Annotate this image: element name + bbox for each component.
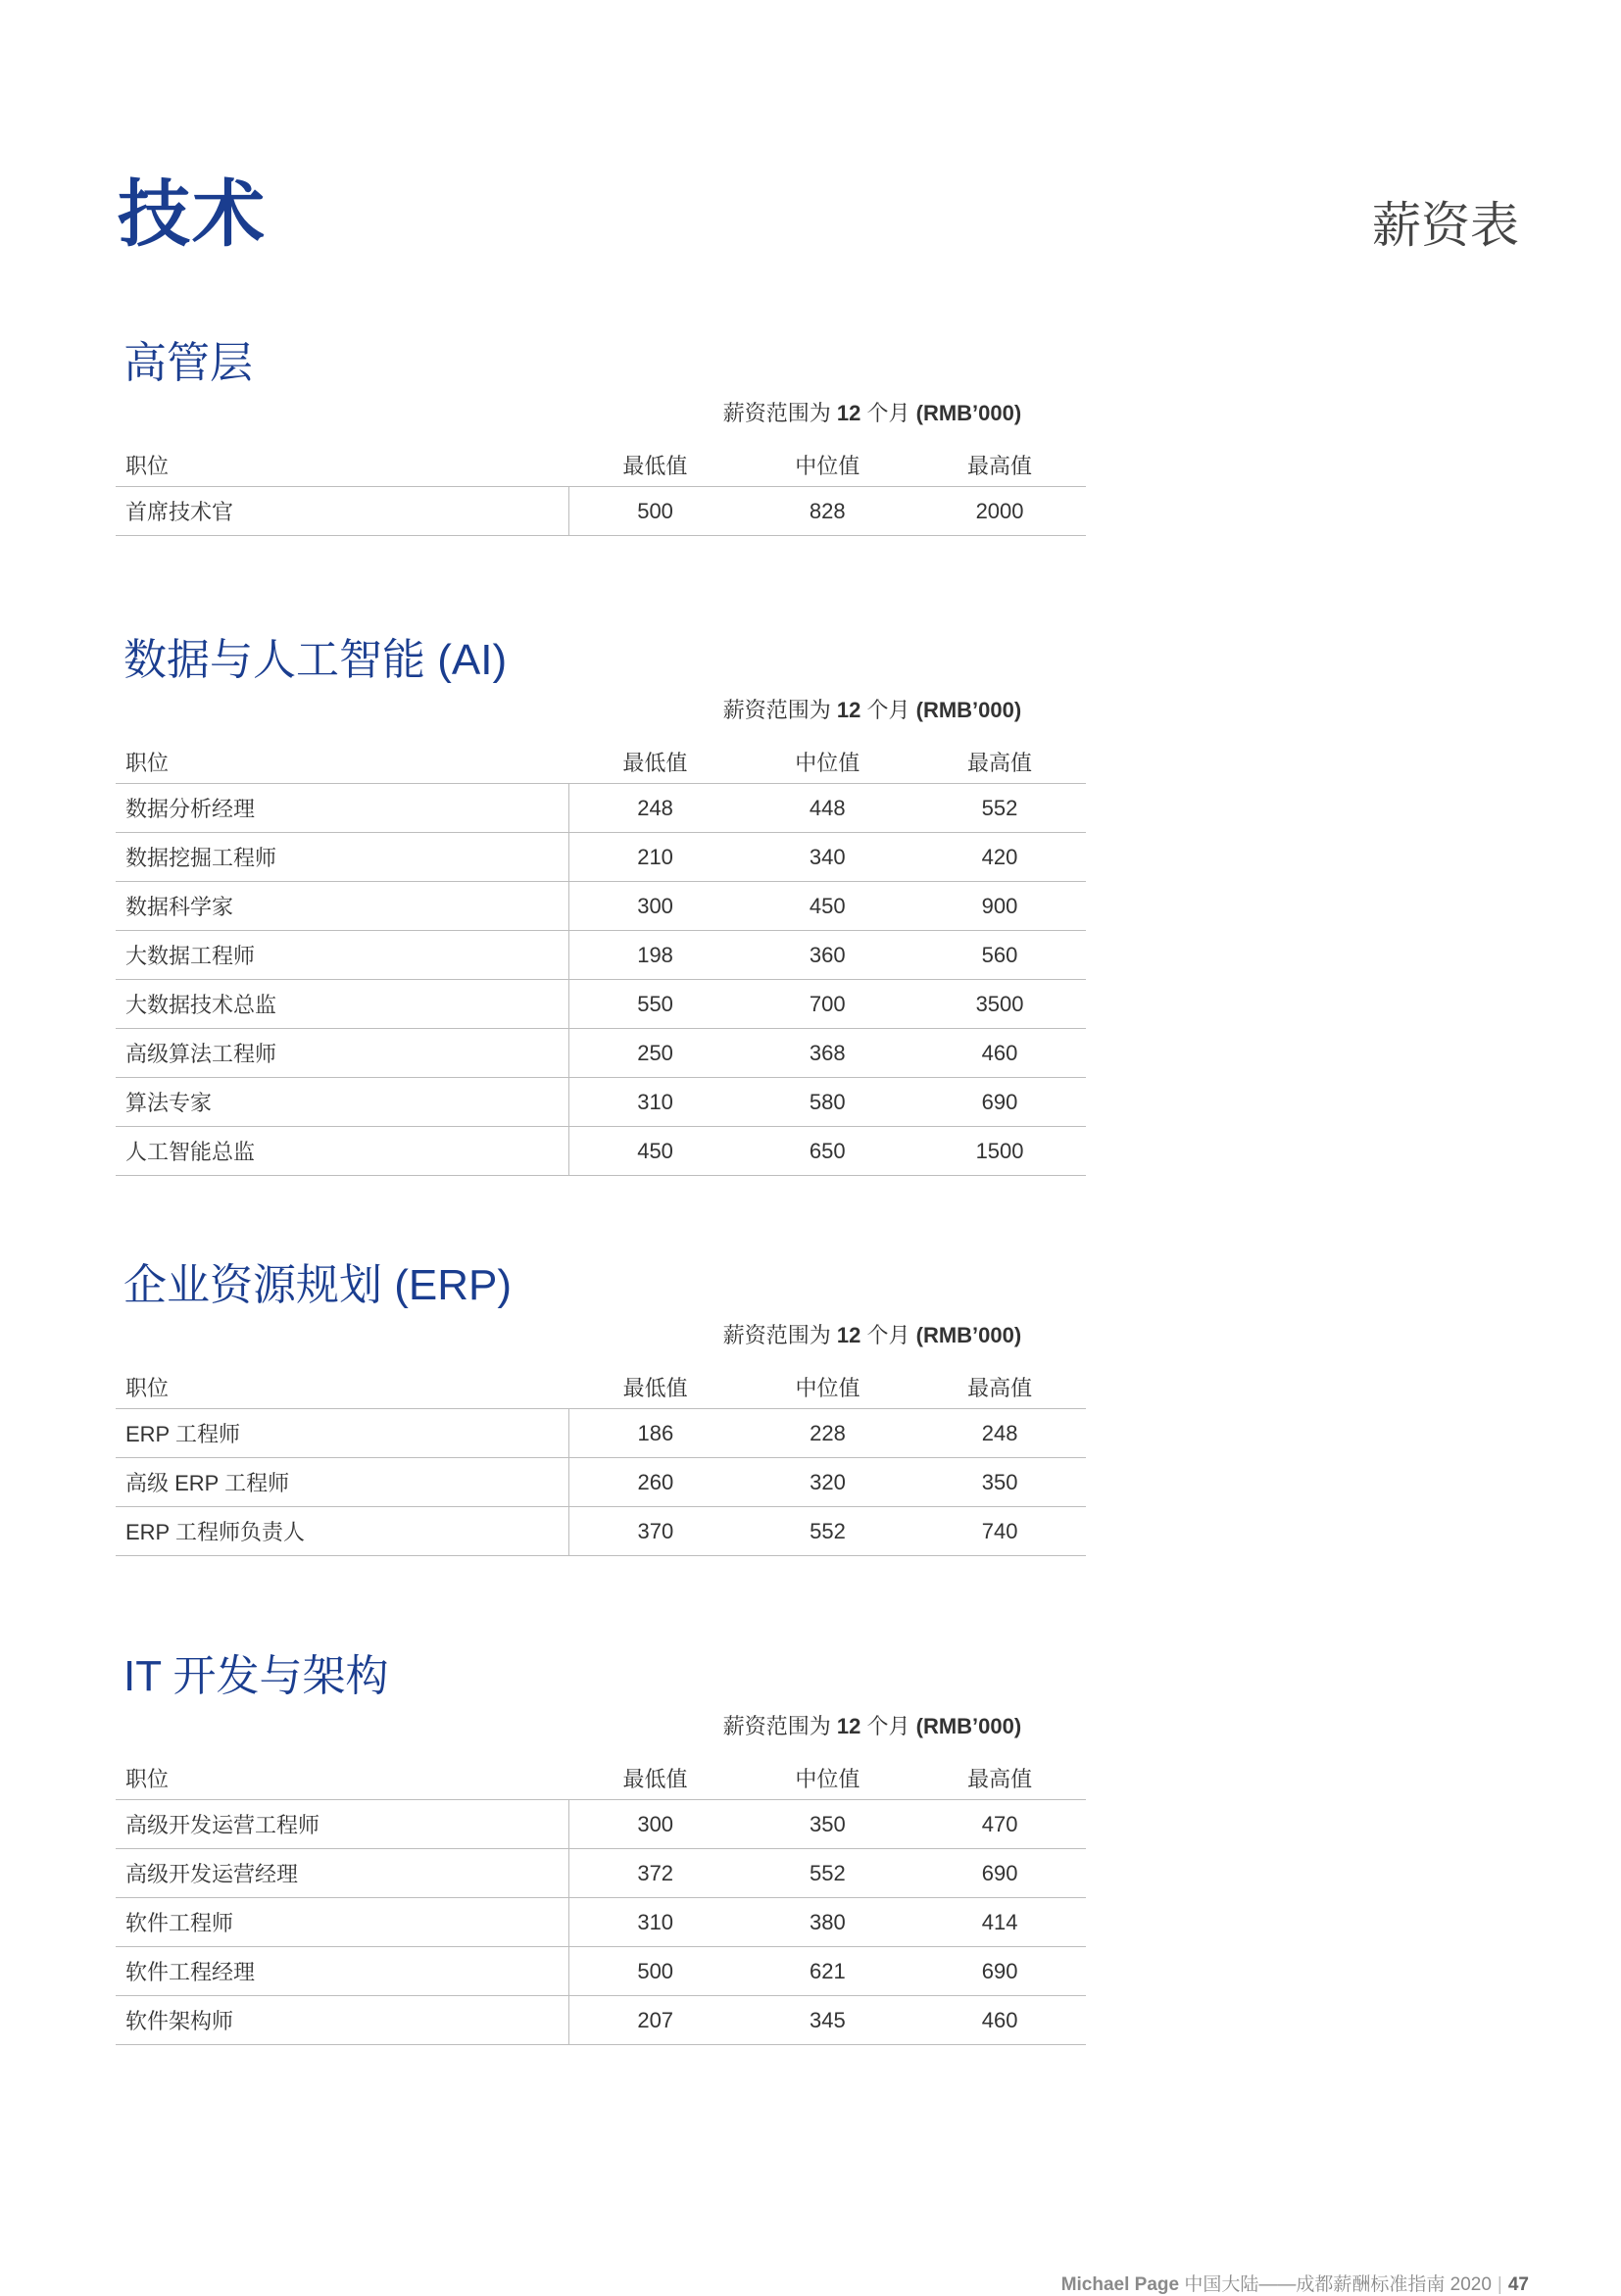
cell-min: 500 [568,1947,741,1996]
header-position: 职位 [116,1355,569,1409]
table-row [116,1458,1086,1507]
cell-min: 450 [568,1127,741,1176]
page-tag: 薪资表 [1372,198,1519,253]
table-header-row [116,1355,1086,1409]
cell-min: 207 [568,1996,741,2045]
table-row [116,931,1086,980]
cell-max: 690 [913,1947,1086,1996]
cell-min: 210 [568,833,741,882]
cell-mid: 448 [741,784,913,833]
cell-mid: 360 [741,931,913,980]
cell-min: 300 [568,1800,741,1849]
header-min: 最低值 [569,1355,742,1409]
header-max: 最高值 [913,730,1086,784]
salary-table [116,433,1086,536]
cell-mid: 345 [742,1996,914,2045]
footer-brand: Michael Page [1060,2274,1180,2295]
section-title: 数据与人工智能 (AI) [123,636,508,684]
cell-max: 1500 [913,1127,1086,1176]
cell-min: 372 [568,1849,741,1898]
table-row [116,1947,1086,1996]
cell-max: 3500 [913,980,1086,1029]
cell-position: 高级算法工程师 [116,1029,568,1078]
cell-position: 数据分析经理 [116,784,568,833]
cell-max: 690 [913,1849,1086,1898]
footer-text: 中国大陆——成都薪酬标准指南 2020 [1179,2274,1492,2295]
cell-max: 2000 [913,487,1086,536]
cell-position: 软件工程经理 [116,1947,568,1996]
cell-max: 460 [913,1029,1086,1078]
table-row [116,980,1086,1029]
section-title: IT 开发与架构 [123,1652,389,1700]
table-row [116,1800,1086,1849]
table-row [116,1127,1086,1176]
cell-mid: 552 [742,1849,914,1898]
cell-mid: 621 [742,1947,914,1996]
cell-min: 310 [568,1078,741,1127]
header-min: 最低值 [568,433,741,487]
cell-position: 高级开发运营经理 [116,1849,568,1898]
table-row [116,1078,1086,1127]
table-row [116,1409,1086,1458]
header-max: 最高值 [913,433,1086,487]
header-position: 职位 [116,730,568,784]
table-row [116,784,1086,833]
header-position: 职位 [116,433,568,487]
section-title: 企业资源规划 (ERP) [123,1261,512,1309]
section-erp [116,1255,1086,1556]
header-min: 最低值 [568,1746,741,1800]
cell-mid: 320 [742,1458,914,1507]
cell-max: 690 [913,1078,1086,1127]
salary-table [116,1355,1086,1556]
cell-position: 软件工程师 [116,1898,568,1947]
cell-min: 260 [569,1458,742,1507]
cell-position: ERP 工程师负责人 [116,1507,569,1556]
cell-position: 算法专家 [116,1078,568,1127]
cell-mid: 350 [742,1800,914,1849]
cell-mid: 228 [742,1409,914,1458]
table-row [116,1849,1086,1898]
cell-position: 大数据工程师 [116,931,568,980]
table-row [116,1996,1086,2045]
table-header-row [116,730,1086,784]
range-caption: 薪资范围为 12 个月 (RMB’000) [722,1323,1022,1347]
page-title: 技术 [118,173,267,255]
cell-position: 大数据技术总监 [116,980,568,1029]
cell-max: 470 [913,1800,1086,1849]
cell-mid: 340 [741,833,913,882]
cell-mid: 650 [741,1127,913,1176]
table-row [116,1029,1086,1078]
cell-min: 198 [568,931,741,980]
cell-mid: 828 [741,487,913,536]
cell-mid: 580 [741,1078,913,1127]
cell-max: 350 [913,1458,1086,1507]
range-caption: 薪资范围为 12 个月 (RMB’000) [722,401,1022,425]
footer-separator: | [1497,2274,1502,2295]
cell-max: 560 [913,931,1086,980]
table-row [116,882,1086,931]
table-row [116,833,1086,882]
header-mid: 中位值 [741,433,913,487]
table-header-row [116,433,1086,487]
table-row [116,1898,1086,1947]
cell-position: 首席技术官 [116,487,568,536]
salary-table [116,1746,1086,2045]
cell-max: 740 [913,1507,1086,1556]
table-row [116,487,1086,536]
header-mid: 中位值 [742,1355,914,1409]
cell-position: 数据科学家 [116,882,568,931]
header-mid: 中位值 [742,1746,914,1800]
cell-min: 500 [568,487,741,536]
cell-min: 186 [569,1409,742,1458]
cell-max: 414 [913,1898,1086,1947]
range-caption: 薪资范围为 12 个月 (RMB’000) [722,1714,1022,1738]
header-position: 职位 [116,1746,568,1800]
cell-position: 高级 ERP 工程师 [116,1458,569,1507]
cell-position: 数据挖掘工程师 [116,833,568,882]
cell-mid: 700 [741,980,913,1029]
header-mid: 中位值 [741,730,913,784]
cell-mid: 368 [741,1029,913,1078]
cell-mid: 552 [742,1507,914,1556]
cell-position: 软件架构师 [116,1996,568,2045]
cell-max: 460 [913,1996,1086,2045]
cell-min: 550 [568,980,741,1029]
cell-max: 420 [913,833,1086,882]
section-data-ai [116,630,1086,1176]
cell-min: 300 [568,882,741,931]
section-title: 高管层 [123,339,253,387]
cell-min: 310 [568,1898,741,1947]
cell-min: 248 [568,784,741,833]
cell-min: 250 [568,1029,741,1078]
cell-max: 900 [913,882,1086,931]
salary-table [116,730,1086,1176]
header-min: 最低值 [568,730,741,784]
table-header-row [116,1746,1086,1800]
cell-max: 248 [913,1409,1086,1458]
section-executive [116,333,1086,536]
range-caption: 薪资范围为 12 个月 (RMB’000) [722,698,1022,722]
cell-max: 552 [913,784,1086,833]
cell-position: 高级开发运营工程师 [116,1800,568,1849]
cell-position: 人工智能总监 [116,1127,568,1176]
cell-mid: 380 [742,1898,914,1947]
section-it-dev [116,1646,1086,2045]
cell-position: ERP 工程师 [116,1409,569,1458]
header-max: 最高值 [913,1746,1086,1800]
header-max: 最高值 [913,1355,1086,1409]
table-row [116,1507,1086,1556]
page-number: 47 [1507,2274,1529,2295]
cell-min: 370 [569,1507,742,1556]
cell-mid: 450 [741,882,913,931]
